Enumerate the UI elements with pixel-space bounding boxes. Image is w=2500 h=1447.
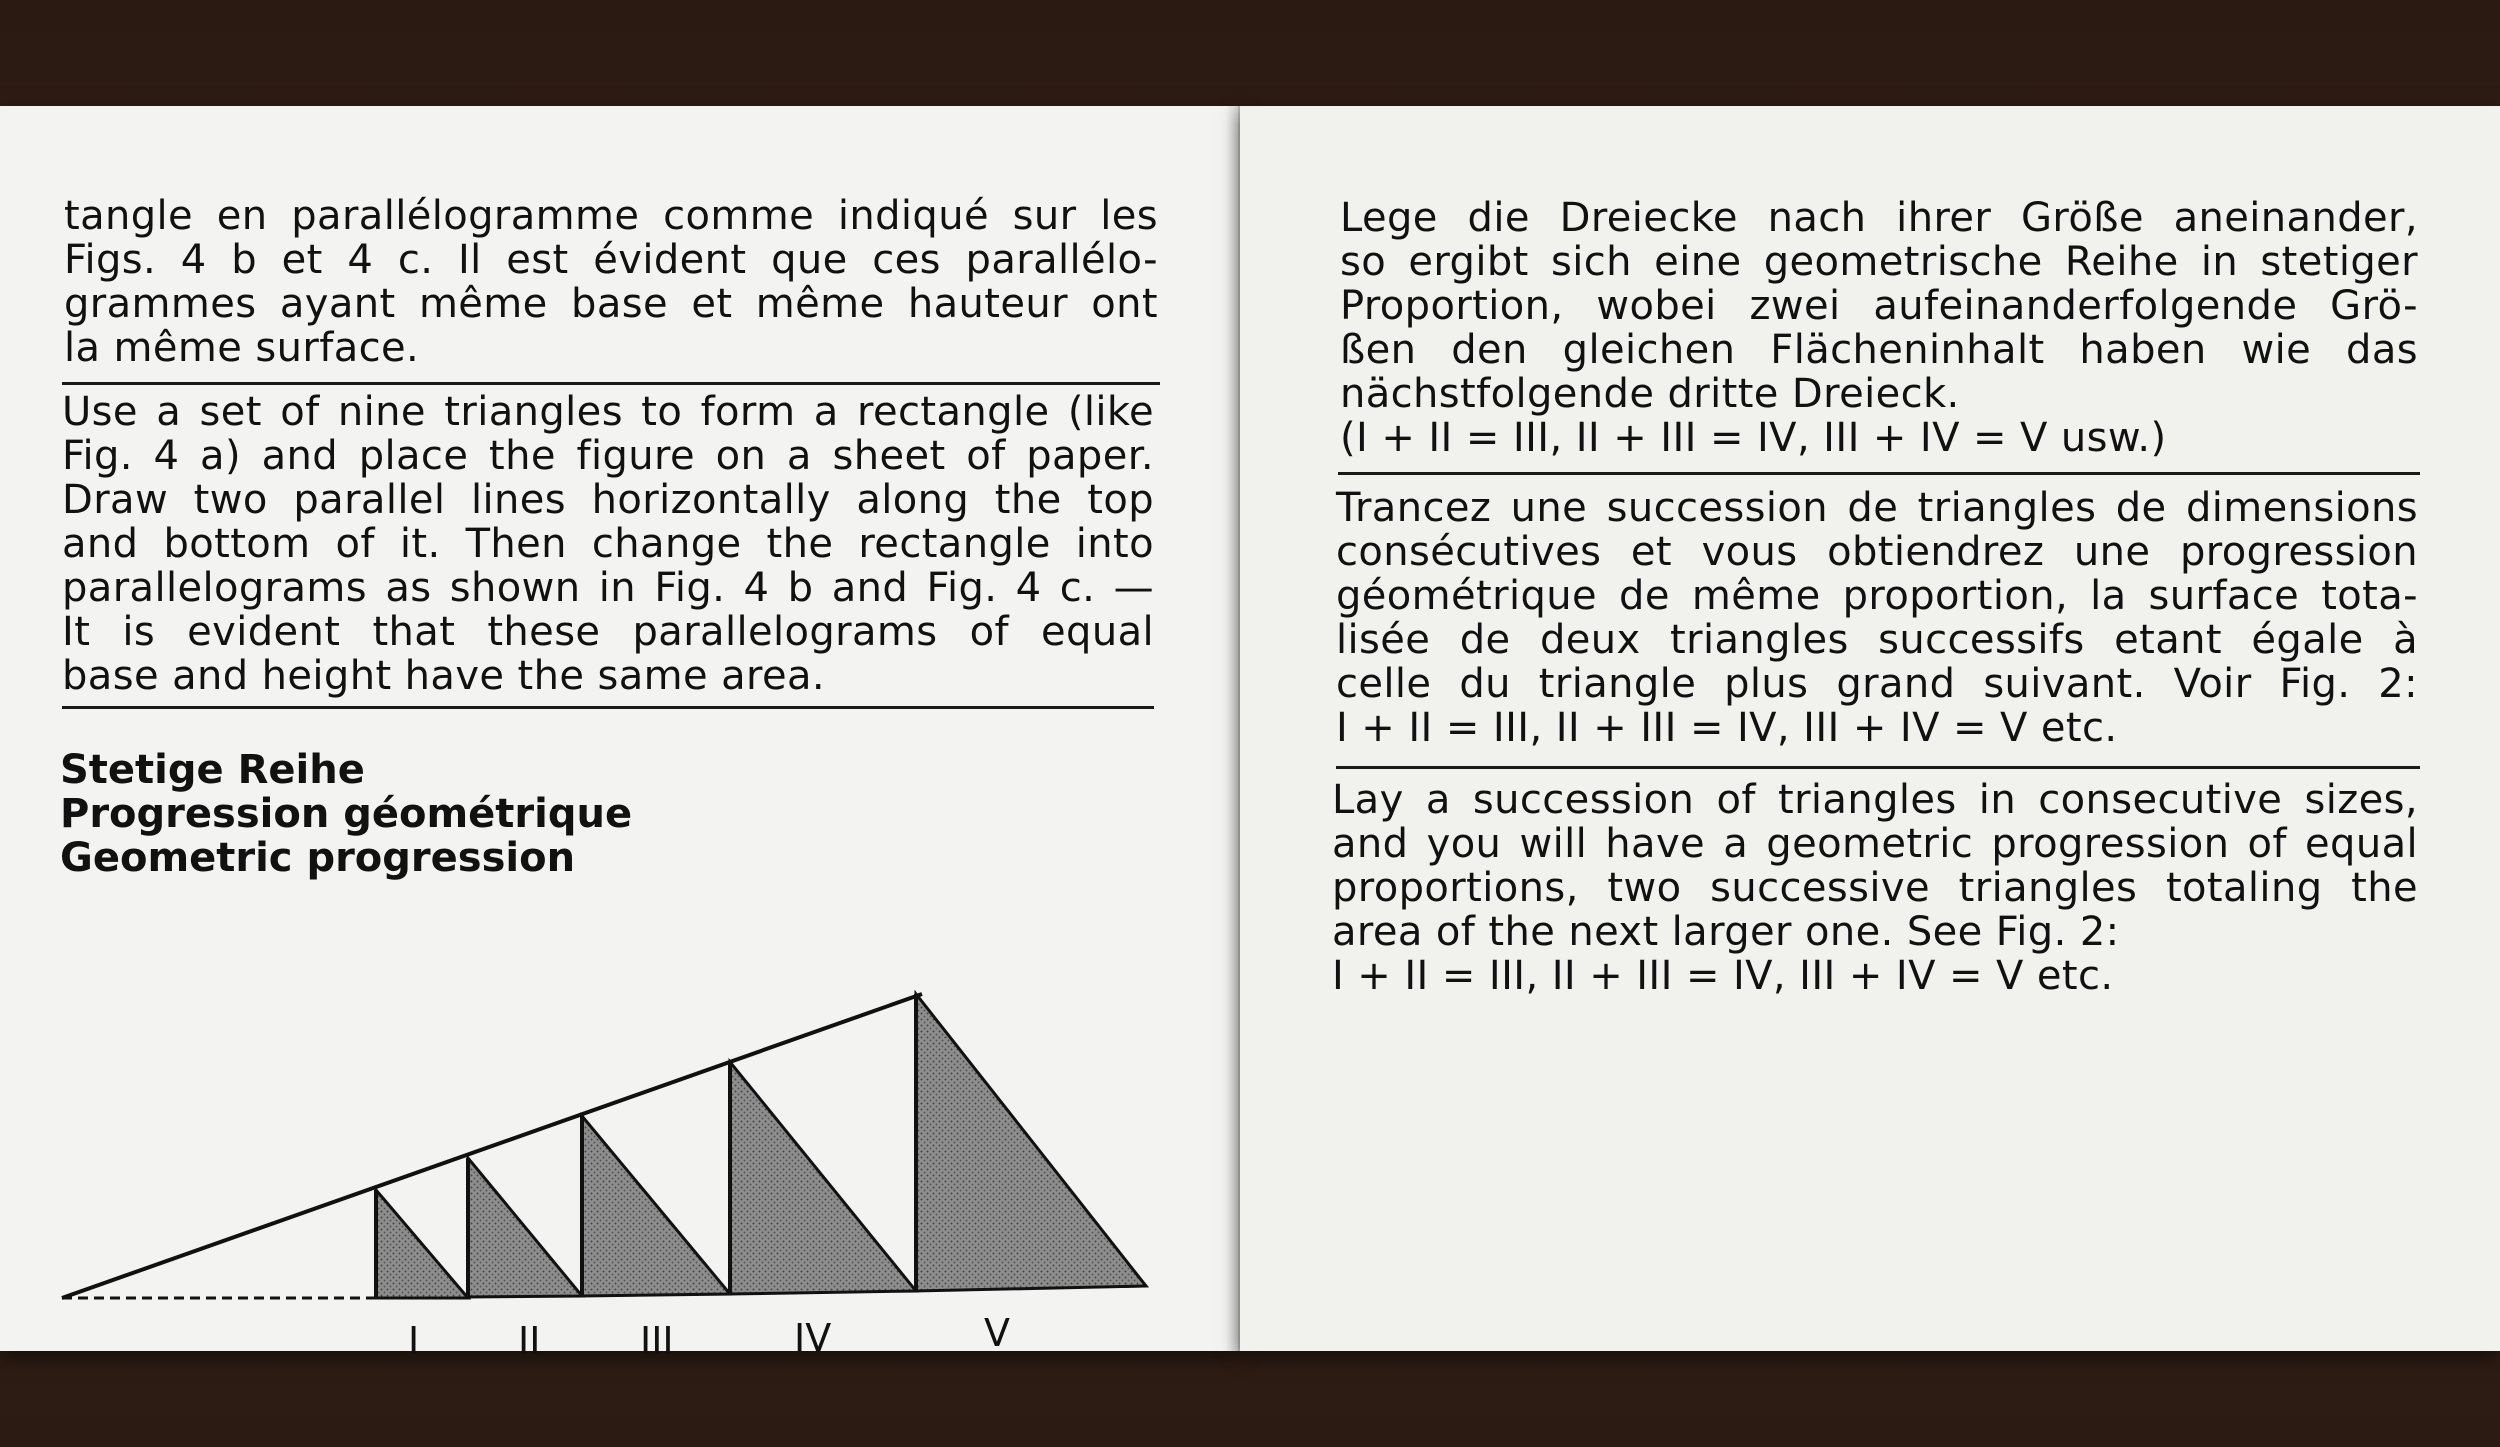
text-line: ßen den gleichen Flächeninhalt haben wie das [1340, 327, 2418, 373]
text-line: Lay a succession of triangles in consecutive sizes, [1332, 777, 2418, 823]
divider [62, 382, 1160, 385]
triangle-I [376, 1190, 468, 1298]
heading-line: Geometric progression [60, 835, 576, 881]
divider [1336, 766, 2420, 769]
text-line: area of the next larger one. See Fig. 2: [1332, 909, 2120, 955]
text-line: Fig. 4 a) and place the figure on a sheet of paper. [62, 433, 1154, 479]
label-II: II [518, 1319, 541, 1363]
heading-line: Progression géométrique [60, 791, 633, 837]
text-line: so ergibt sich eine geometrische Reihe in stetiger [1340, 239, 2418, 285]
text-line: and you will have a geometric progression of equal [1332, 821, 2418, 867]
text-line: I + II = III, II + III = IV, III + IV = V etc. [1332, 953, 2114, 999]
text-line: Lege die Dreiecke nach ihrer Größe aneinander, [1340, 195, 2418, 241]
text-line: proportions, two successive triangles totaling the [1332, 865, 2418, 911]
label-III: III [640, 1319, 674, 1363]
text-line: consécutives et vous obtiendrez une progression [1336, 529, 2418, 575]
text-line: Proportion, wobei zwei aufeinanderfolgende Grö- [1340, 283, 2418, 329]
text-line: la même surface. [64, 325, 420, 371]
figure-heading [60, 748, 632, 880]
text-line: parallelograms as shown in Fig. 4 b and Fig. 4 c. — [62, 565, 1154, 611]
english-paragraph [62, 390, 1154, 698]
text-line: celle du triangle plus grand suivant. Voir Fig. 2: [1336, 661, 2418, 707]
text-line: lisée de deux triangles successifs etant égale à [1336, 617, 2418, 663]
heading-line: Stetige Reihe [60, 747, 365, 793]
triangle-II [468, 1158, 582, 1297]
text-line: Figs. 4 b et 4 c. Il est évident que ces parallélo- [64, 237, 1158, 283]
french-paragraph-continued [64, 194, 1158, 370]
text-line: base and height have the same area. [62, 653, 826, 699]
text-line: It is evident that these parallelograms of equal [62, 609, 1154, 655]
label-IV: IV [794, 1316, 832, 1360]
text-line: Trancez une succession de triangles de dimensions [1336, 485, 2418, 531]
text-line: and bottom of it. Then change the rectangle into [62, 521, 1154, 567]
text-line: I + II = III, II + III = IV, III + IV = V etc. [1336, 705, 2118, 751]
text-line: tangle en parallélogramme comme indiqué sur les [64, 193, 1158, 239]
text-line: nächstfolgende dritte Dreieck. [1340, 371, 1960, 417]
text-line: Use a set of nine triangles to form a rectangle (like [62, 389, 1154, 435]
text-line: Draw two parallel lines horizontally along the top [62, 477, 1154, 523]
triangle-V [916, 994, 1146, 1291]
right-page [1240, 106, 2500, 1351]
divider [1338, 472, 2420, 475]
geometric-progression-figure [50, 976, 1160, 1376]
triangle-III [582, 1116, 730, 1296]
french-paragraph [1336, 486, 2418, 750]
label-V: V [984, 1311, 1010, 1355]
label-I: I [408, 1319, 420, 1363]
text-line: (I + II = III, II + III = IV, III + IV = V usw.) [1340, 415, 2167, 461]
left-page [0, 106, 1240, 1363]
triangle-IV [730, 1062, 916, 1294]
german-paragraph [1340, 196, 2418, 460]
text-line: géométrique de même proportion, la surface tota- [1336, 573, 2418, 619]
divider [62, 706, 1154, 709]
english-paragraph [1332, 778, 2418, 998]
text-line: grammes ayant même base et même hauteur ont [64, 281, 1158, 327]
